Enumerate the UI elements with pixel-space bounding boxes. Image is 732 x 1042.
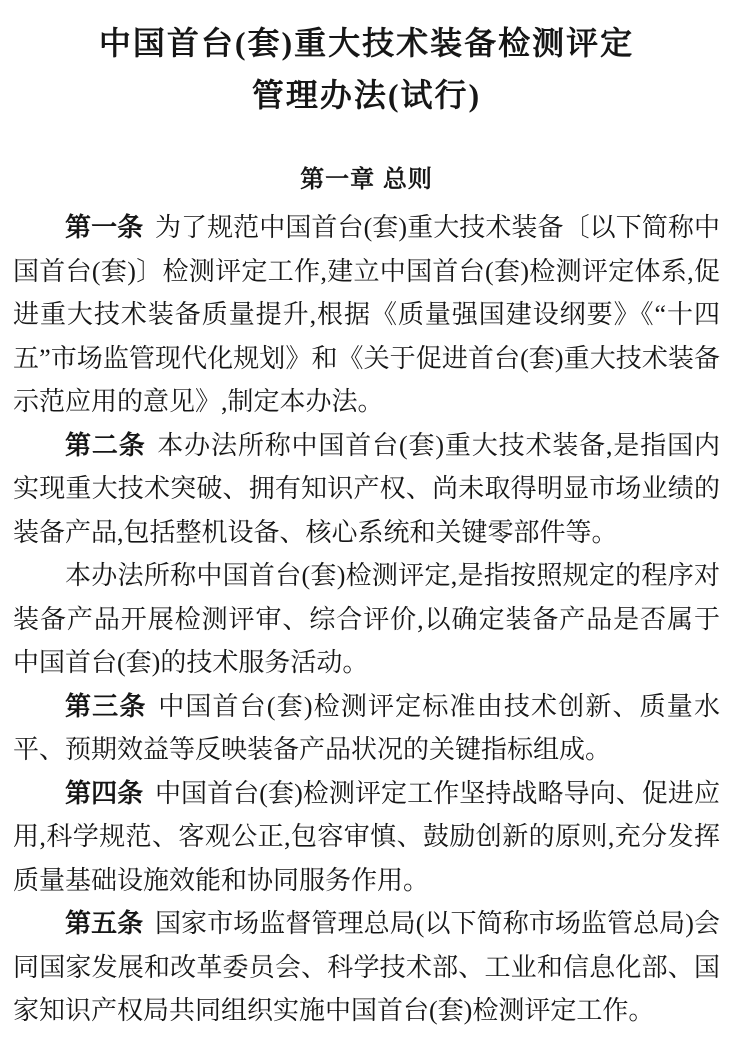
- paragraph-article-4: [13, 772, 720, 903]
- paragraph-article-3: [13, 685, 720, 772]
- paragraph-article-5: [13, 902, 720, 1033]
- article-4-number: 第四条: [65, 777, 144, 808]
- document-title-line-2: 管理办法(试行): [251, 77, 482, 113]
- article-3-number: 第三条: [65, 690, 147, 721]
- chapter-heading: 第一章 总则: [300, 166, 433, 193]
- article-2-text: 本办法所称中国首台(套)重大技术装备,是指国内实现重大技术突破、拥有知识产权、尚未取得明显市场业绩的装备产品,包括整机设备、核心系统和关键零部件等。: [13, 430, 720, 547]
- article-4-text: 中国首台(套)检测评定工作坚持战略导向、促进应用,科学规范、客观公正,包容审慎、鼓励创新的原则,充分发挥质量基础设施效能和协同服务作用。: [13, 778, 720, 895]
- article-2-continued-text: 本办法所称中国首台(套)检测评定,是指按照规定的程序对装备产品开展检测评审、综合评价,以确定装备产品是否属于中国首台(套)的技术服务活动。: [13, 561, 720, 677]
- paragraph-article-2: [13, 424, 720, 555]
- article-3-text: 中国首台(套)检测评定标准由技术创新、质量水平、预期效益等反映装备产品状况的关键指标组成。: [13, 691, 720, 764]
- document-body: [13, 206, 720, 1033]
- article-2-number: 第二条: [65, 429, 146, 460]
- article-5-number: 第五条: [65, 908, 144, 938]
- paragraph-article-1: [13, 206, 720, 424]
- document-title: [13, 17, 720, 121]
- article-5-text: 国家市场监督管理总局(以下简称市场监管总局)会同国家发展和改革委员会、科学技术部、工业和信息化部、国家知识产权局共同组织实施中国首台(套)检测评定工作。: [13, 909, 720, 1025]
- paragraph-article-2-continued: [13, 554, 720, 685]
- article-1-text: 为了规范中国首台(套)重大技术装备〔以下简称中国首台(套)〕检测评定工作,建立中国首台(套)检测评定体系,促进重大技术装备质量提升,根据《质量强国建设纲要》《“十四五”市场监管现代化规划》和《关于促进首台(套)重大技术装备示范应用的意见》,制定本办法。: [13, 213, 720, 416]
- article-1-number: 第一条: [65, 212, 144, 242]
- document-title-line-1: 中国首台(套)重大技术装备检测评定: [98, 25, 635, 61]
